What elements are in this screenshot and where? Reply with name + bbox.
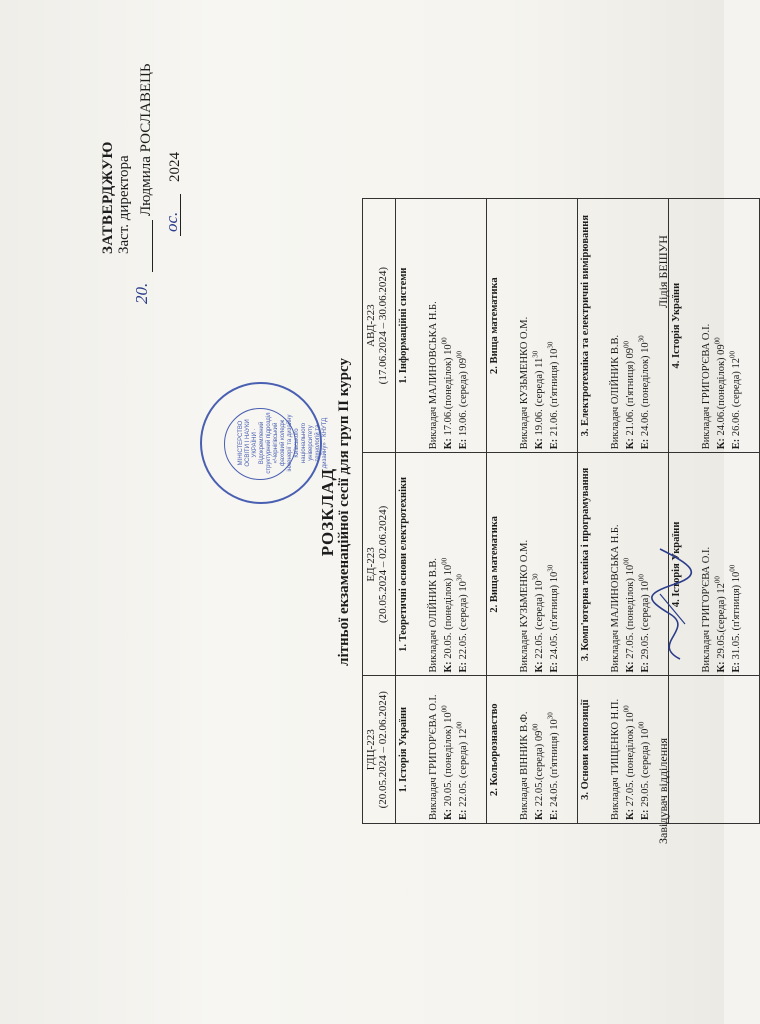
lecturer-name: Викладач ТИЩЕНКО Н.П.: [610, 698, 621, 820]
official-stamp: [200, 382, 328, 504]
lecturer-name: Викладач КУЗЬМЕНКО О.М.: [519, 316, 530, 450]
stamp-text: МІНІСТЕРСТВО ОСВІТИ І НАУКИ УКРАЇНИ · Відокремлений структурний підрозділ «Чернігівський фаховий коледж інженерії та дизайну Київського національного університету технологій та дизайну» · КНУТД: [238, 412, 328, 474]
subject-name: 2. Вища математика: [489, 516, 500, 613]
approval-heading: ЗАТВЕРДЖУЮ: [100, 141, 116, 254]
consultation-line: К: 29.05.(середа) $12^{00}$: [713, 576, 727, 673]
exam-cell: [396, 676, 487, 824]
exam-line: Е: 22.05. (середа) $12^{00}$: [455, 721, 469, 820]
lecturer-name: Викладач ОЛІЙНИК В.В.: [428, 558, 439, 673]
consultation-line: К: 27.05. (понеділок) $10^{00}$: [622, 557, 636, 673]
approval-position: Заст. директора: [116, 155, 132, 254]
exam-line: Е: 26.06. (середа) $12^{00}$: [728, 350, 742, 450]
lecturer-name: Викладач КУЗЬМЕНКО О.М.: [519, 539, 530, 673]
exam-line: Е: 29.05. (середа) $10^{00}$: [637, 574, 651, 673]
table-row: [396, 199, 487, 824]
exam-cell: [396, 199, 487, 453]
exam-cell: [487, 199, 578, 453]
table-row: [578, 199, 669, 824]
lecturer-name: Викладач ГРИГОР'ЄВА О.І.: [428, 694, 439, 820]
lecturer-name: Викладач ВІННИК В.Ф.: [519, 711, 530, 820]
exam-line: Е: 22.05. (середа) $10^{30}$: [455, 574, 469, 673]
table-header-row: [363, 199, 396, 824]
lecturer-name: Викладач ГРИГОР'ЄВА О.І.: [701, 546, 712, 673]
exam-line: Е: 24.05. (п'ятниця) $10^{30}$: [546, 712, 560, 820]
approval-signature-line: [152, 220, 153, 272]
consultation-line: К: 19.06. (середа) $11^{30}$: [531, 350, 545, 450]
subject-name: 2. Кольорознавство: [489, 703, 500, 796]
exam-line: Е: 31.05. (п'ятниця) $10^{00}$: [728, 564, 742, 673]
exam-cell: [578, 199, 669, 453]
table-row: [487, 199, 578, 824]
subject-name: 3. Комп'ютерна техніка і програмування: [580, 467, 591, 662]
subject-name: 1. Історія України: [398, 706, 409, 793]
consultation-line: К: 20.05. (понеділок) $10^{00}$: [440, 557, 454, 673]
subject-name: 4. Історія України: [671, 282, 682, 369]
exam-line: Е: 19.06. (середа) $09^{00}$: [455, 350, 469, 450]
consultation-line: К: 22.05.(середа) $09^{00}$: [531, 723, 545, 820]
head-signature: [640, 544, 700, 664]
subject-name: [671, 679, 695, 820]
consultation-line: К: 17.06.(понеділок) $10^{00}$: [440, 337, 454, 450]
exam-cell: [669, 676, 760, 824]
lecturer-name: Викладач МАЛИНОВСЬКА Н.Б.: [428, 301, 439, 450]
exam-cell: [487, 676, 578, 824]
approval-year: 2024: [167, 152, 183, 182]
approval-date-line: [180, 194, 181, 236]
exam-cell: [669, 199, 760, 453]
table-row: [669, 199, 760, 824]
exam-cell: [487, 453, 578, 676]
lecturer-name: Викладач МАЛИНОВСЬКА Н.Б.: [610, 524, 621, 673]
lecturer-name: Викладач ГРИГОР'ЄВА О.І.: [701, 323, 712, 450]
approval-day-handwritten: 20.: [132, 282, 151, 304]
exam-line: Е: 29.05. (середа) $10^{00}$: [637, 721, 651, 820]
document-subtitle: літньої екзаменаційної сесії для груп ІІ курсу: [336, 358, 352, 666]
group-header: ЕД-223 (20.05.2024 – 02.06.2024): [363, 453, 396, 676]
lecturer-name: Викладач ОЛІЙНИК В.В.: [610, 334, 621, 450]
approval-name: Людмила РОСЛАВЕЦЬ: [138, 63, 154, 216]
consultation-line: К: 20.05. (понеділок) $10^{00}$: [440, 705, 454, 820]
subject-name: 1. Теоретичні основи електротехніки: [398, 476, 409, 652]
subject-name: 3. Електротехніка та електричні вимірювання: [580, 214, 591, 437]
group-header: ГДЦ-223 (20.05.2024 – 02.06.2024): [363, 676, 396, 824]
footer-name: Лідія БЕШУН: [656, 235, 670, 308]
consultation-line: К: 24.06.(понеділок) $09^{00}$: [713, 337, 727, 450]
consultation-line: К: 27.05. (понеділок) $10^{00}$: [622, 705, 636, 820]
subject-name: 1. Інформаційні системи: [398, 267, 409, 384]
subject-name: 4. Історія України: [671, 521, 682, 608]
group-header: АВД-223 (17.06.2024 – 30.06.2024): [363, 199, 396, 453]
exam-cell: [578, 676, 669, 824]
exam-line: Е: 24.06. (понеділок) $10^{30}$: [637, 335, 651, 450]
exam-line: Е: 21.06. (п'ятниця) $10^{30}$: [546, 341, 560, 450]
footer-position: Завідувач відділення: [656, 737, 670, 844]
consultation-line: К: 22.05. (середа) $10^{30}$: [531, 573, 545, 673]
consultation-line: К: 21.06. (п'ятниця) $09^{00}$: [622, 340, 636, 450]
exam-cell: [396, 453, 487, 676]
subject-name: 3. Основи композиції: [580, 699, 591, 800]
approval-month-handwritten: ос.: [162, 211, 181, 232]
subject-name: 2. Вища математика: [489, 277, 500, 374]
exam-schedule-table: [362, 198, 760, 824]
document-title: РОЗКЛАД: [318, 467, 337, 557]
exam-line: Е: 24.05. (п'ятниця) $10^{30}$: [546, 564, 560, 673]
